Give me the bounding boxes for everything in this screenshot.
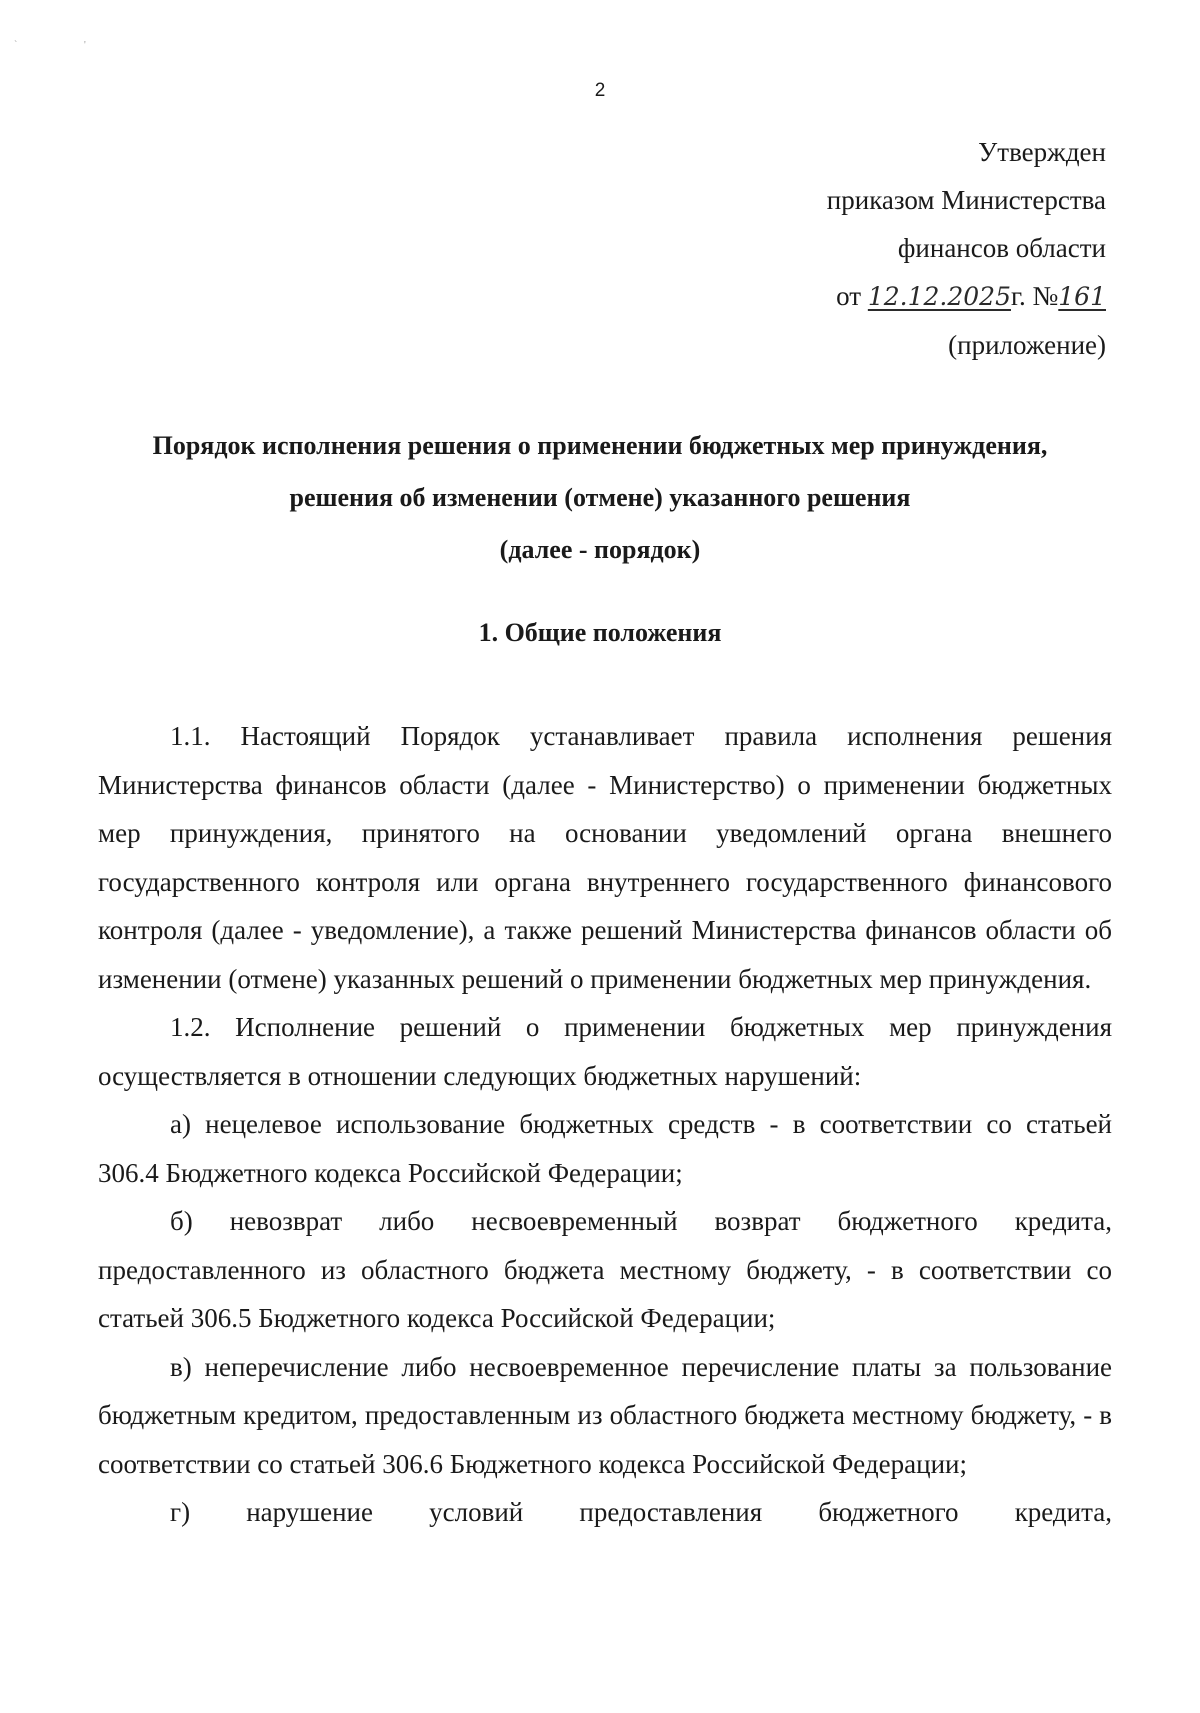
approval-year-suffix: г. № [1010,281,1059,311]
approval-line: приказом Министерства [826,185,1106,215]
title-line: решения об изменении (отмене) указанного решения [289,483,911,512]
document-body [98,712,1112,1537]
scan-artifact: ' [84,40,86,51]
approval-annex: (приложение) [948,330,1106,360]
handwritten-date: 12.12.2025 [867,282,1011,311]
approval-from: от [836,281,862,311]
paragraph: 1.2. Исполнение решений о применении бюджетных мер принуждения осуществляется в отношении следующих бюджетных нарушений: [98,1012,1112,1091]
section-title: 1. Общие положения [478,618,722,647]
paragraph: в) неперечисление либо несвоевременное перечисление платы за пользование бюджетным кредитом, предоставленным из областного бюджета местному бюджету, - в соответствии со статьей 306.6 Бюджетного кодекса Российской Федерации; [98,1351,1112,1479]
paragraph: г) нарушение условий предоставления бюджетного кредита, [170,1497,1112,1527]
title-line: (далее - порядок) [499,535,701,564]
approval-date-line [827,272,1106,321]
title-line: Порядок исполнения решения о применении бюджетных мер принуждения, [152,431,1048,460]
paragraph: 1.1. Настоящий Порядок устанавливает правила исполнения решения Министерства финансов области (далее - Министерство) о применении бюджетных мер принуждения, принятого на основании уведомлений органа внешнего государственного контроля или органа внутреннего государственного финансового контроля (далее - уведомление), а также решений Министерства финансов области об изменении (отмене) указанных решений о применении бюджетных мер принуждения. [98,721,1112,994]
scan-artifact: ` [14,40,18,51]
document-title [90,420,1110,576]
approval-line: финансов области [897,233,1106,263]
approval-line: Утвержден [978,137,1106,167]
page-number: 2 [594,80,606,101]
approval-stamp-block [827,128,1106,369]
paragraph: а) нецелевое использование бюджетных средств - в соответствии со статьей 306.4 Бюджетного кодекса Российской Федерации; [98,1109,1112,1188]
paragraph: б) невозврат либо несвоевременный возврат бюджетного кредита, предоставленного из областного бюджета местному бюджету, - в соответствии со статьей 306.5 Бюджетного кодекса Российской Федерации; [98,1206,1112,1333]
handwritten-number: 161 [1058,282,1106,311]
